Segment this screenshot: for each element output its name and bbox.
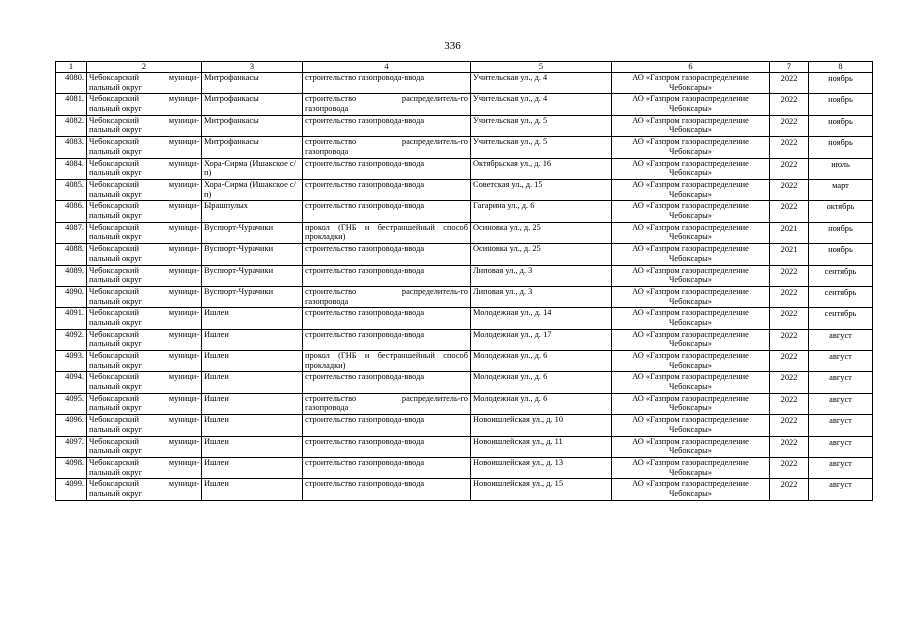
month-cell: август <box>809 436 873 457</box>
settlement-cell: Вуспюрт-Чурачики <box>202 286 303 307</box>
month-cell: август <box>809 351 873 372</box>
column-header: 1 <box>56 62 87 73</box>
table-row <box>56 201 873 222</box>
work-type-cell: строительство распределитель-го газопровода <box>303 393 471 414</box>
year-cell: 2022 <box>770 372 809 393</box>
work-type-cell: строительство газопровода-ввода <box>303 458 471 479</box>
table-row <box>56 479 873 500</box>
settlement-cell: Ишлеи <box>202 415 303 436</box>
address-cell: Новоишлейская ул., д. 10 <box>471 415 612 436</box>
row-number-cell: 4086. <box>56 201 87 222</box>
row-number-cell: 4095. <box>56 393 87 414</box>
organization-cell: АО «Газпром газораспределение Чебоксары» <box>612 115 770 136</box>
district-cell: Чебоксарский муници-пальный округ <box>87 244 202 265</box>
row-number-cell: 4088. <box>56 244 87 265</box>
organization-cell: АО «Газпром газораспределение Чебоксары» <box>612 351 770 372</box>
organization-cell: АО «Газпром газораспределение Чебоксары» <box>612 73 770 94</box>
table-row <box>56 244 873 265</box>
work-type-cell: прокол (ГНБ и бестраншейный способ прокладки) <box>303 222 471 243</box>
settlement-cell: Ишлеи <box>202 308 303 329</box>
district-cell: Чебоксарский муници-пальный округ <box>87 415 202 436</box>
organization-cell: АО «Газпром газораспределение Чебоксары» <box>612 286 770 307</box>
settlement-cell: Митрофанкасы <box>202 115 303 136</box>
month-cell: ноябрь <box>809 73 873 94</box>
settlement-cell: Ишлеи <box>202 329 303 350</box>
district-cell: Чебоксарский муници-пальный округ <box>87 115 202 136</box>
district-cell: Чебоксарский муници-пальный округ <box>87 158 202 179</box>
year-cell: 2021 <box>770 222 809 243</box>
work-type-cell: строительство газопровода-ввода <box>303 329 471 350</box>
month-cell: ноябрь <box>809 244 873 265</box>
table-row <box>56 94 873 115</box>
row-number-cell: 4091. <box>56 308 87 329</box>
table-row <box>56 179 873 200</box>
table-row <box>56 415 873 436</box>
year-cell: 2022 <box>770 393 809 414</box>
address-cell: Советская ул., д. 15 <box>471 179 612 200</box>
district-cell: Чебоксарский муници-пальный округ <box>87 137 202 158</box>
month-cell: сентябрь <box>809 265 873 286</box>
year-cell: 2022 <box>770 265 809 286</box>
address-cell: Учительская ул., д. 4 <box>471 73 612 94</box>
work-type-cell: строительство газопровода-ввода <box>303 179 471 200</box>
district-cell: Чебоксарский муници-пальный округ <box>87 372 202 393</box>
work-type-cell: строительство газопровода-ввода <box>303 201 471 222</box>
address-cell: Учительская ул., д. 5 <box>471 115 612 136</box>
address-cell: Липовая ул., д. 3 <box>471 286 612 307</box>
district-cell: Чебоксарский муници-пальный округ <box>87 222 202 243</box>
organization-cell: АО «Газпром газораспределение Чебоксары» <box>612 179 770 200</box>
year-cell: 2022 <box>770 73 809 94</box>
month-cell: июль <box>809 158 873 179</box>
settlement-cell: Ишлеи <box>202 372 303 393</box>
table-row <box>56 158 873 179</box>
year-cell: 2021 <box>770 244 809 265</box>
month-cell: август <box>809 479 873 500</box>
row-number-cell: 4098. <box>56 458 87 479</box>
district-cell: Чебоксарский муници-пальный округ <box>87 308 202 329</box>
settlement-cell: Митрофанкасы <box>202 94 303 115</box>
organization-cell: АО «Газпром газораспределение Чебоксары» <box>612 372 770 393</box>
month-cell: март <box>809 179 873 200</box>
district-cell: Чебоксарский муници-пальный округ <box>87 351 202 372</box>
address-cell: Новоишлейская ул., д. 11 <box>471 436 612 457</box>
month-cell: август <box>809 415 873 436</box>
district-cell: Чебоксарский муници-пальный округ <box>87 479 202 500</box>
work-type-cell: строительство газопровода-ввода <box>303 244 471 265</box>
row-number-cell: 4093. <box>56 351 87 372</box>
column-header: 4 <box>303 62 471 73</box>
organization-cell: АО «Газпром газораспределение Чебоксары» <box>612 222 770 243</box>
work-type-cell: прокол (ГНБ и бестраншейный способ прокладки) <box>303 351 471 372</box>
organization-cell: АО «Газпром газораспределение Чебоксары» <box>612 329 770 350</box>
table-row <box>56 329 873 350</box>
district-cell: Чебоксарский муници-пальный округ <box>87 286 202 307</box>
column-header: 3 <box>202 62 303 73</box>
work-type-cell: строительство распределитель-го газопровода <box>303 94 471 115</box>
table-row <box>56 137 873 158</box>
district-cell: Чебоксарский муници-пальный округ <box>87 265 202 286</box>
work-type-cell: строительство газопровода-ввода <box>303 372 471 393</box>
year-cell: 2022 <box>770 286 809 307</box>
row-number-cell: 4085. <box>56 179 87 200</box>
month-cell: август <box>809 329 873 350</box>
year-cell: 2022 <box>770 179 809 200</box>
column-header: 6 <box>612 62 770 73</box>
settlement-cell: Хора-Сирма (Ишакское с/п) <box>202 179 303 200</box>
column-header: 5 <box>471 62 612 73</box>
organization-cell: АО «Газпром газораспределение Чебоксары» <box>612 244 770 265</box>
address-cell: Учительская ул., д. 5 <box>471 137 612 158</box>
table-body <box>56 73 873 501</box>
address-cell: Молодежная ул., д. 6 <box>471 351 612 372</box>
address-cell: Липовая ул., д. 3 <box>471 265 612 286</box>
year-cell: 2022 <box>770 415 809 436</box>
year-cell: 2022 <box>770 158 809 179</box>
district-cell: Чебоксарский муници-пальный округ <box>87 458 202 479</box>
work-type-cell: строительство распределитель-го газопровода <box>303 137 471 158</box>
settlement-cell: Ишлеи <box>202 393 303 414</box>
address-cell: Новоишлейская ул., д. 15 <box>471 479 612 500</box>
year-cell: 2022 <box>770 436 809 457</box>
row-number-cell: 4084. <box>56 158 87 179</box>
month-cell: ноябрь <box>809 222 873 243</box>
row-number-cell: 4083. <box>56 137 87 158</box>
row-number-cell: 4092. <box>56 329 87 350</box>
month-cell: сентябрь <box>809 286 873 307</box>
address-cell: Осиновка ул., д. 25 <box>471 222 612 243</box>
year-cell: 2022 <box>770 201 809 222</box>
organization-cell: АО «Газпром газораспределение Чебоксары» <box>612 201 770 222</box>
row-number-cell: 4094. <box>56 372 87 393</box>
row-number-cell: 4087. <box>56 222 87 243</box>
district-cell: Чебоксарский муници-пальный округ <box>87 73 202 94</box>
year-cell: 2022 <box>770 479 809 500</box>
work-type-cell: строительство газопровода-ввода <box>303 479 471 500</box>
column-header: 2 <box>87 62 202 73</box>
column-header: 8 <box>809 62 873 73</box>
page-number: 336 <box>444 40 461 52</box>
organization-cell: АО «Газпром газораспределение Чебоксары» <box>612 158 770 179</box>
table-row <box>56 393 873 414</box>
year-cell: 2022 <box>770 308 809 329</box>
address-cell: Новоишлейская ул., д. 13 <box>471 458 612 479</box>
row-number-cell: 4099. <box>56 479 87 500</box>
table-row <box>56 436 873 457</box>
month-cell: август <box>809 393 873 414</box>
work-type-cell: строительство газопровода-ввода <box>303 415 471 436</box>
column-header: 7 <box>770 62 809 73</box>
month-cell: ноябрь <box>809 137 873 158</box>
row-number-cell: 4081. <box>56 94 87 115</box>
table-row <box>56 308 873 329</box>
table-row <box>56 265 873 286</box>
district-cell: Чебоксарский муници-пальный округ <box>87 94 202 115</box>
settlement-cell: Вуспюрт-Чурачики <box>202 222 303 243</box>
district-cell: Чебоксарский муници-пальный округ <box>87 201 202 222</box>
settlement-cell: Ырашпулых <box>202 201 303 222</box>
work-type-cell: строительство распределитель-го газопровода <box>303 286 471 307</box>
settlement-cell: Митрофанкасы <box>202 137 303 158</box>
address-cell: Гагарина ул., д. 6 <box>471 201 612 222</box>
organization-cell: АО «Газпром газораспределение Чебоксары» <box>612 265 770 286</box>
work-type-cell: строительство газопровода-ввода <box>303 158 471 179</box>
work-type-cell: строительство газопровода-ввода <box>303 308 471 329</box>
month-cell: август <box>809 372 873 393</box>
gasification-table <box>55 61 873 501</box>
year-cell: 2022 <box>770 137 809 158</box>
settlement-cell: Вуспюрт-Чурачики <box>202 244 303 265</box>
district-cell: Чебоксарский муници-пальный округ <box>87 436 202 457</box>
year-cell: 2022 <box>770 329 809 350</box>
settlement-cell: Ишлеи <box>202 436 303 457</box>
row-number-cell: 4082. <box>56 115 87 136</box>
year-cell: 2022 <box>770 351 809 372</box>
address-cell: Молодежная ул., д. 14 <box>471 308 612 329</box>
organization-cell: АО «Газпром газораспределение Чебоксары» <box>612 308 770 329</box>
settlement-cell: Митрофанкасы <box>202 73 303 94</box>
settlement-cell: Хора-Сирма (Ишакское с/п) <box>202 158 303 179</box>
month-cell: ноябрь <box>809 94 873 115</box>
table-row <box>56 351 873 372</box>
organization-cell: АО «Газпром газораспределение Чебоксары» <box>612 415 770 436</box>
address-cell: Учительская ул., д. 4 <box>471 94 612 115</box>
organization-cell: АО «Газпром газораспределение Чебоксары» <box>612 137 770 158</box>
settlement-cell: Ишлеи <box>202 458 303 479</box>
address-cell: Молодежная ул., д. 17 <box>471 329 612 350</box>
district-cell: Чебоксарский муници-пальный округ <box>87 393 202 414</box>
table-row <box>56 372 873 393</box>
organization-cell: АО «Газпром газораспределение Чебоксары» <box>612 458 770 479</box>
organization-cell: АО «Газпром газораспределение Чебоксары» <box>612 94 770 115</box>
table-row <box>56 222 873 243</box>
row-number-cell: 4096. <box>56 415 87 436</box>
district-cell: Чебоксарский муници-пальный округ <box>87 179 202 200</box>
work-type-cell: строительство газопровода-ввода <box>303 265 471 286</box>
table-row <box>56 73 873 94</box>
table-row <box>56 458 873 479</box>
table-row <box>56 286 873 307</box>
settlement-cell: Вуспюрт-Чурачики <box>202 265 303 286</box>
month-cell: август <box>809 458 873 479</box>
address-cell: Молодежная ул., д. 6 <box>471 372 612 393</box>
row-number-cell: 4090. <box>56 286 87 307</box>
month-cell: сентябрь <box>809 308 873 329</box>
organization-cell: АО «Газпром газораспределение Чебоксары» <box>612 393 770 414</box>
year-cell: 2022 <box>770 115 809 136</box>
column-number-row <box>56 62 873 73</box>
address-cell: Молодежная ул., д. 6 <box>471 393 612 414</box>
organization-cell: АО «Газпром газораспределение Чебоксары» <box>612 479 770 500</box>
month-cell: октябрь <box>809 201 873 222</box>
district-cell: Чебоксарский муници-пальный округ <box>87 329 202 350</box>
settlement-cell: Ишлеи <box>202 351 303 372</box>
row-number-cell: 4097. <box>56 436 87 457</box>
address-cell: Октябрьская ул., д. 16 <box>471 158 612 179</box>
year-cell: 2022 <box>770 458 809 479</box>
organization-cell: АО «Газпром газораспределение Чебоксары» <box>612 436 770 457</box>
year-cell: 2022 <box>770 94 809 115</box>
row-number-cell: 4089. <box>56 265 87 286</box>
address-cell: Осиновка ул., д. 25 <box>471 244 612 265</box>
settlement-cell: Ишлеи <box>202 479 303 500</box>
work-type-cell: строительство газопровода-ввода <box>303 436 471 457</box>
work-type-cell: строительство газопровода-ввода <box>303 73 471 94</box>
table-row <box>56 115 873 136</box>
row-number-cell: 4080. <box>56 73 87 94</box>
month-cell: ноябрь <box>809 115 873 136</box>
work-type-cell: строительство газопровода-ввода <box>303 115 471 136</box>
